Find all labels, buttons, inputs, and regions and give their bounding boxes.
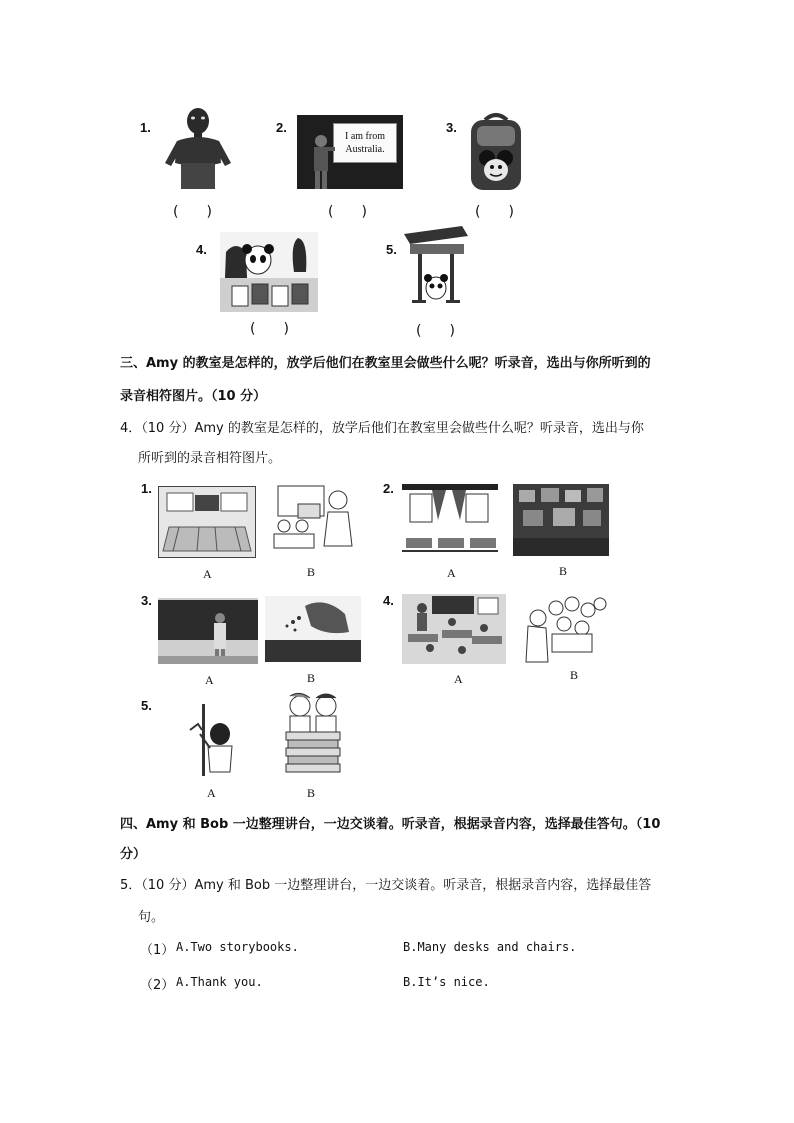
group-2-number: 2. xyxy=(383,481,394,496)
question-4-line1: 4．（10 分）Amy 的教室是怎样的，放学后他们在教室里会做些什么呢？听录音，选出与你 xyxy=(120,421,644,436)
girl-window-a-picture-icon xyxy=(172,704,236,776)
item-5-answer-paren: ( ) xyxy=(416,323,455,339)
group-4-number: 4. xyxy=(383,593,394,608)
option-1-number: （1） xyxy=(140,943,175,958)
blackboard-picture-icon xyxy=(297,115,403,189)
children-books-b-picture-icon xyxy=(282,690,344,774)
schoolbag-picture-icon xyxy=(465,110,527,192)
boy-picture-icon xyxy=(163,103,233,191)
group-4-label-a: A xyxy=(454,672,463,686)
group-3-label-a: A xyxy=(205,673,214,687)
group-1-number: 1. xyxy=(141,481,152,496)
group-3-label-b: B xyxy=(307,671,316,685)
item-3-answer-paren: ( ) xyxy=(475,204,514,220)
question-5-line1: 5．（10 分）Amy 和 Bob 一边整理讲台，一边交谈着。听录音，根据录音内容，选择最佳答 xyxy=(120,878,652,893)
option-1-a: A.Two storybooks. xyxy=(176,940,299,954)
desk-panda-picture-icon xyxy=(400,222,470,308)
item-4-answer-paren: ( ) xyxy=(250,321,289,337)
group-2-label-b: B xyxy=(559,564,568,578)
option-2-a: A.Thank you. xyxy=(176,975,263,989)
item-4-number: 4. xyxy=(196,242,207,257)
group-5-label-a: A xyxy=(207,786,216,800)
item-1-answer-paren: ( ) xyxy=(173,204,212,220)
option-1-b: B.Many desks and chairs. xyxy=(403,940,577,954)
item-2-number: 2. xyxy=(276,120,287,135)
question-5-line2: 句。 xyxy=(138,910,165,925)
teacher-blackboard-a-picture-icon xyxy=(158,598,258,664)
classroom-wall-b-picture-icon xyxy=(513,484,609,556)
section-4-heading-line2: 分） xyxy=(120,847,147,862)
section-3-heading-line2: 录音相符图片。（10 分） xyxy=(120,389,267,404)
teacher-students-b-picture-icon xyxy=(268,484,354,556)
classroom-windows-a-picture-icon xyxy=(402,484,498,558)
item-1-number: 1. xyxy=(140,120,151,135)
item-5-number: 5. xyxy=(386,242,397,257)
group-4-label-b: B xyxy=(570,668,579,682)
section-3-heading-line1: 三、Amy 的教室是怎样的，放学后他们在教室里会做些什么呢？听录音，选出与你所听到的 xyxy=(120,356,651,371)
option-2-number: （2） xyxy=(140,978,175,993)
cleaning-board-b-picture-icon xyxy=(265,596,361,662)
item-3-number: 3. xyxy=(446,120,457,135)
section-4-heading-line1: 四、Amy 和 Bob 一边整理讲台，一边交谈着。听录音，根据录音内容，选择最佳答句。（10 xyxy=(120,817,661,832)
group-5-number: 5. xyxy=(141,698,152,713)
group-1-label-b: B xyxy=(307,565,316,579)
classroom-a-picture-icon xyxy=(158,486,256,558)
panda-books-picture-icon xyxy=(220,232,318,312)
option-2-b: B.It’s nice. xyxy=(403,975,490,989)
crowd-reading-b-picture-icon xyxy=(518,594,610,666)
board-text: I am from Australia. xyxy=(333,123,397,163)
group-3-number: 3. xyxy=(141,593,152,608)
group-5-label-b: B xyxy=(307,786,316,800)
group-2-label-a: A xyxy=(447,566,456,580)
item-2-answer-paren: ( ) xyxy=(328,204,367,220)
group-1-label-a: A xyxy=(203,567,212,581)
question-4-line2: 所听到的录音相符图片。 xyxy=(138,451,282,466)
students-classroom-a-picture-icon xyxy=(402,594,506,664)
